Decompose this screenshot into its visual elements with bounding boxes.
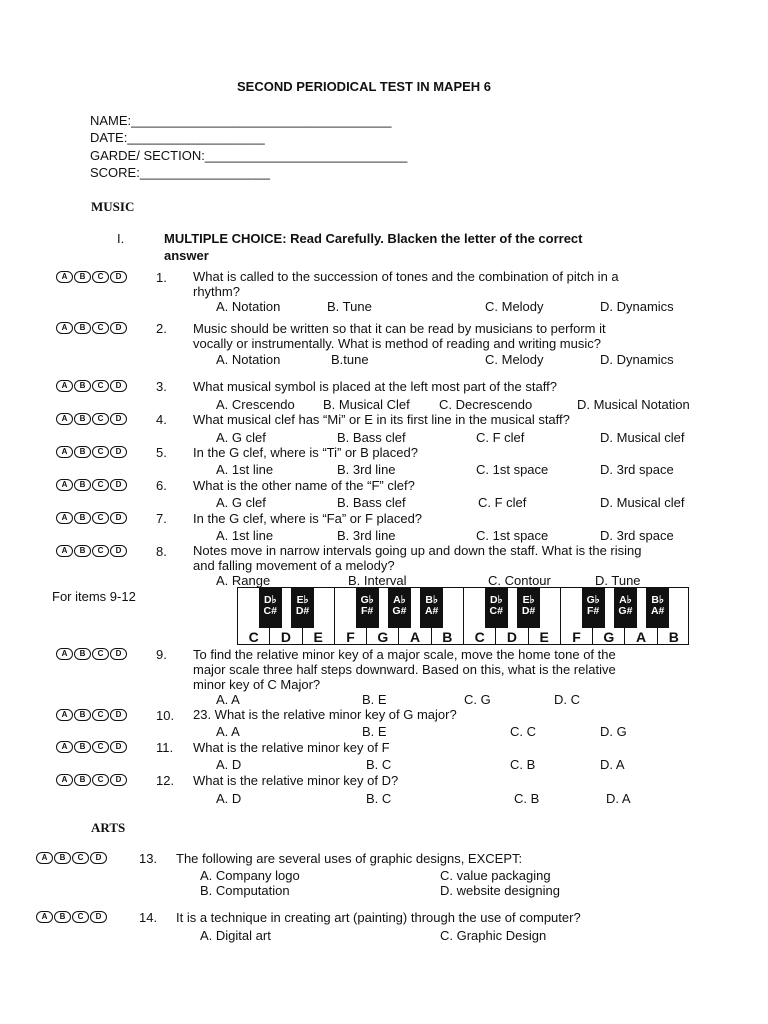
page-title: SECOND PERIODICAL TEST IN MAPEH 6 bbox=[237, 79, 492, 94]
answer-bubble-b[interactable]: B bbox=[74, 446, 91, 458]
answer-bubble-c[interactable]: C bbox=[92, 545, 109, 557]
answer-bubble-b[interactable]: B bbox=[74, 709, 91, 721]
black-key-sharp-label: A# bbox=[650, 605, 665, 617]
question-option: B. Bass clef bbox=[337, 430, 406, 445]
black-key-sharp-label: D# bbox=[521, 605, 536, 617]
grade-line: ____________________________ bbox=[204, 148, 408, 163]
answer-bubble-d[interactable]: D bbox=[110, 413, 127, 425]
question-text: vocally or instrumentally. What is method of reading and writing music? bbox=[193, 336, 601, 351]
question-option: D. A bbox=[606, 791, 631, 806]
black-key bbox=[356, 588, 379, 628]
answer-bubbles bbox=[56, 774, 127, 786]
answer-bubble-a[interactable]: A bbox=[56, 413, 73, 425]
question-option: C. 1st space bbox=[476, 528, 549, 543]
question-option: D. C bbox=[554, 692, 580, 707]
answer-bubble-a[interactable]: A bbox=[56, 545, 73, 557]
question-number: 14. bbox=[139, 910, 158, 925]
question-option: D. Musical clef bbox=[600, 495, 685, 510]
question-option: A. Notation bbox=[216, 352, 281, 367]
answer-bubble-d[interactable]: D bbox=[110, 446, 127, 458]
black-key bbox=[614, 588, 637, 628]
question-option: B. E bbox=[362, 692, 387, 707]
white-key-label: G bbox=[603, 629, 615, 645]
name-field[interactable] bbox=[90, 113, 391, 128]
question-text: The following are several uses of graphic designs, EXCEPT: bbox=[176, 851, 523, 866]
answer-bubbles bbox=[56, 322, 127, 334]
black-key bbox=[420, 588, 443, 628]
answer-bubble-c[interactable]: C bbox=[92, 741, 109, 753]
question-number: 10. bbox=[156, 708, 175, 723]
black-key-sharp-label: A# bbox=[424, 605, 439, 617]
answer-bubble-b[interactable]: B bbox=[74, 774, 91, 786]
date-line: ___________________ bbox=[127, 130, 265, 145]
answer-bubble-d[interactable]: D bbox=[110, 271, 127, 283]
question-option: C. G bbox=[464, 692, 491, 707]
answer-bubble-c[interactable]: C bbox=[92, 648, 109, 660]
question-option: C. Graphic Design bbox=[440, 928, 547, 943]
question-option: D. website designing bbox=[440, 883, 560, 898]
question-text: What is the relative minor key of D? bbox=[193, 773, 399, 788]
answer-bubble-d[interactable]: D bbox=[110, 774, 127, 786]
question-text: major scale three half steps downward. Based on this, what is the relative bbox=[193, 662, 616, 677]
question-option: B. C bbox=[366, 791, 392, 806]
answer-bubble-c[interactable]: C bbox=[92, 709, 109, 721]
white-key-label: E bbox=[539, 629, 549, 645]
white-key-label: B bbox=[668, 629, 679, 645]
question-option: B. Tune bbox=[327, 299, 372, 314]
question-text: rhythm? bbox=[193, 284, 240, 299]
question-option: A. G clef bbox=[216, 430, 266, 445]
answer-bubbles bbox=[56, 271, 127, 283]
question-option: D. Musical clef bbox=[600, 430, 685, 445]
question-option: C. C bbox=[510, 724, 536, 739]
question-number: 5. bbox=[156, 445, 167, 460]
black-key-sharp-label: D# bbox=[295, 605, 310, 617]
question-option: B. Musical Clef bbox=[323, 397, 410, 412]
black-key bbox=[517, 588, 540, 628]
white-key-label: F bbox=[346, 629, 355, 645]
white-key-label: D bbox=[506, 629, 517, 645]
black-key-flat-label: B♭ bbox=[425, 594, 438, 606]
question-option: D. Dynamics bbox=[600, 299, 674, 314]
answer-bubble-d[interactable]: D bbox=[110, 479, 127, 491]
part-heading-line1: MULTIPLE CHOICE: Read Carefully. Blacken the letter of the correct bbox=[164, 231, 583, 246]
question-option: C. F clef bbox=[478, 495, 527, 510]
question-option: D. Musical Notation bbox=[577, 397, 690, 412]
question-number: 11. bbox=[156, 740, 174, 755]
score-label: SCORE: bbox=[90, 165, 140, 180]
black-key bbox=[388, 588, 411, 628]
part-heading-line2: answer bbox=[164, 248, 209, 263]
black-key bbox=[582, 588, 605, 628]
question-option: B. 3rd line bbox=[337, 528, 396, 543]
question-text: What is the relative minor key of F bbox=[193, 740, 390, 755]
question-text: What is the other name of the “F” clef? bbox=[193, 478, 415, 493]
answer-bubble-b[interactable]: B bbox=[74, 741, 91, 753]
grade-label: GARDE/ SECTION: bbox=[90, 148, 205, 163]
answer-bubbles bbox=[56, 545, 127, 557]
answer-bubble-d[interactable]: D bbox=[110, 380, 127, 392]
question-option: D. 3rd space bbox=[600, 528, 674, 543]
question-option: C. B bbox=[514, 791, 540, 806]
answer-bubbles bbox=[56, 446, 127, 458]
answer-bubble-b[interactable]: B bbox=[74, 413, 91, 425]
question-option: A. D bbox=[216, 791, 242, 806]
question-text: Notes move in narrow intervals going up and down the staff. What is the rising bbox=[193, 543, 642, 558]
question-option: C. 1st space bbox=[476, 462, 549, 477]
answer-bubble-a[interactable]: A bbox=[56, 512, 73, 524]
answer-bubble-d[interactable]: D bbox=[110, 741, 127, 753]
black-key-flat-label: E♭ bbox=[296, 594, 309, 606]
question-number: 13. bbox=[139, 851, 158, 866]
answer-bubble-b[interactable]: B bbox=[54, 852, 71, 864]
question-option: B. Bass clef bbox=[337, 495, 406, 510]
question-text: What musical symbol is placed at the left most part of the staff? bbox=[193, 379, 557, 394]
answer-bubble-b[interactable]: B bbox=[74, 648, 91, 660]
question-option: A. G clef bbox=[216, 495, 266, 510]
white-key-label: A bbox=[636, 629, 647, 645]
question-text: 23. What is the relative minor key of G major? bbox=[193, 707, 457, 722]
question-number: 4. bbox=[156, 412, 167, 427]
answer-bubble-b[interactable]: B bbox=[74, 380, 91, 392]
answer-bubble-a[interactable]: A bbox=[56, 774, 73, 786]
question-option: D. Tune bbox=[595, 573, 641, 588]
answer-bubble-a[interactable]: A bbox=[56, 479, 73, 491]
question-option: C. Decrescendo bbox=[439, 397, 533, 412]
white-key-label: A bbox=[410, 629, 421, 645]
answer-bubble-b[interactable]: B bbox=[74, 512, 91, 524]
question-option: B. C bbox=[366, 757, 392, 772]
answer-bubble-a[interactable]: A bbox=[56, 648, 73, 660]
question-option: A. Range bbox=[216, 573, 271, 588]
answer-bubble-b[interactable]: B bbox=[74, 545, 91, 557]
answer-bubble-a[interactable]: A bbox=[56, 380, 73, 392]
black-key-flat-label: E♭ bbox=[522, 594, 535, 606]
question-option: C. Contour bbox=[488, 573, 551, 588]
answer-bubble-b[interactable]: B bbox=[74, 322, 91, 334]
question-option: B. 3rd line bbox=[337, 462, 396, 477]
black-key-flat-label: D♭ bbox=[264, 594, 277, 606]
answer-bubble-d[interactable]: D bbox=[110, 512, 127, 524]
question-option: B. E bbox=[362, 724, 387, 739]
section-music-heading: MUSIC bbox=[91, 199, 135, 214]
answer-bubble-a[interactable]: A bbox=[56, 709, 73, 721]
white-key-label: C bbox=[248, 629, 259, 645]
question-text: What musical clef has “Mi” or E in its first line in the musical staff? bbox=[193, 412, 570, 427]
black-key-flat-label: A♭ bbox=[619, 594, 632, 606]
grade-section-field[interactable] bbox=[90, 148, 407, 163]
question-option: A. 1st line bbox=[216, 462, 274, 477]
question-text: and falling movement of a melody? bbox=[193, 558, 395, 573]
black-key bbox=[646, 588, 669, 628]
question-option: C. Melody bbox=[485, 352, 544, 367]
black-key-sharp-label: F# bbox=[587, 605, 600, 617]
black-key-flat-label: B♭ bbox=[651, 594, 664, 606]
question-text: To find the relative minor key of a major scale, move the home tone of the bbox=[193, 647, 616, 662]
score-line: __________________ bbox=[139, 165, 270, 180]
black-key-sharp-label: C# bbox=[263, 605, 277, 617]
black-key-flat-label: G♭ bbox=[360, 594, 374, 606]
answer-bubble-c[interactable]: C bbox=[92, 512, 109, 524]
question-number: 9. bbox=[156, 647, 167, 662]
answer-bubble-c[interactable]: C bbox=[72, 911, 89, 923]
answer-bubble-c[interactable]: C bbox=[72, 852, 89, 864]
answer-bubble-a[interactable]: A bbox=[56, 446, 73, 458]
question-option: D. Dynamics bbox=[600, 352, 674, 367]
answer-bubble-a[interactable]: A bbox=[36, 911, 53, 923]
answer-bubbles bbox=[36, 852, 107, 864]
white-key-label: B bbox=[442, 629, 453, 645]
answer-bubble-c[interactable]: C bbox=[92, 322, 109, 334]
black-key bbox=[259, 588, 282, 628]
question-option: C. F clef bbox=[476, 430, 525, 445]
white-key-label: G bbox=[377, 629, 389, 645]
question-number: 2. bbox=[156, 321, 167, 336]
question-number: 3. bbox=[156, 379, 167, 394]
answer-bubble-d[interactable]: D bbox=[90, 852, 107, 864]
answer-bubble-c[interactable]: C bbox=[92, 413, 109, 425]
question-option: B. Interval bbox=[348, 573, 407, 588]
question-option: A. 1st line bbox=[216, 528, 274, 543]
name-label: NAME: bbox=[90, 113, 132, 128]
piano-keyboard-diagram bbox=[237, 587, 689, 645]
question-text: minor key of C Major? bbox=[193, 677, 321, 692]
date-label: DATE: bbox=[90, 130, 128, 145]
answer-bubble-d[interactable]: D bbox=[110, 322, 127, 334]
question-text: In the G clef, where is “Fa” or F placed? bbox=[193, 511, 423, 526]
part-roman: I. bbox=[117, 231, 125, 246]
question-number: 6. bbox=[156, 478, 167, 493]
answer-bubble-a[interactable]: A bbox=[56, 741, 73, 753]
answer-bubble-c[interactable]: C bbox=[92, 774, 109, 786]
answer-bubbles bbox=[56, 648, 127, 660]
question-number: 12. bbox=[156, 773, 175, 788]
answer-bubble-d[interactable]: D bbox=[90, 911, 107, 923]
answer-bubbles bbox=[56, 512, 127, 524]
answer-bubbles bbox=[56, 413, 127, 425]
white-key-label: D bbox=[280, 629, 291, 645]
question-number: 8. bbox=[156, 544, 167, 559]
answer-bubbles bbox=[56, 741, 127, 753]
white-key-label: F bbox=[572, 629, 581, 645]
question-option: A. A bbox=[216, 692, 240, 707]
answer-bubble-a[interactable]: A bbox=[56, 322, 73, 334]
answer-bubble-d[interactable]: D bbox=[110, 648, 127, 660]
answer-bubble-a[interactable]: A bbox=[36, 852, 53, 864]
question-text: Music should be written so that it can be read by musicians to perform it bbox=[193, 321, 606, 336]
answer-bubble-d[interactable]: D bbox=[110, 545, 127, 557]
question-option: C. value packaging bbox=[440, 868, 551, 883]
question-option: A. A bbox=[216, 724, 240, 739]
question-option: A. D bbox=[216, 757, 242, 772]
answer-bubbles bbox=[56, 709, 127, 721]
question-text: What is called to the succession of tones and the combination of pitch in a bbox=[193, 269, 619, 284]
white-key-label: C bbox=[474, 629, 485, 645]
answer-bubble-d[interactable]: D bbox=[110, 709, 127, 721]
question-option: D. A bbox=[600, 757, 625, 772]
answer-bubbles bbox=[36, 911, 107, 923]
black-key bbox=[485, 588, 508, 628]
question-text: It is a technique in creating art (painting) through the use of computer? bbox=[176, 910, 581, 925]
question-option: D. G bbox=[600, 724, 627, 739]
answer-bubbles bbox=[56, 380, 127, 392]
answer-bubble-c[interactable]: C bbox=[92, 380, 109, 392]
black-key-sharp-label: G# bbox=[392, 605, 407, 617]
black-key bbox=[291, 588, 314, 628]
answer-bubble-c[interactable]: C bbox=[92, 446, 109, 458]
question-option: C. B bbox=[510, 757, 536, 772]
black-key-sharp-label: C# bbox=[489, 605, 503, 617]
black-key-flat-label: A♭ bbox=[393, 594, 406, 606]
name-line: ____________________________________ bbox=[131, 113, 392, 128]
black-key-flat-label: D♭ bbox=[490, 594, 503, 606]
for-items-label: For items 9-12 bbox=[52, 589, 136, 604]
question-option: A. Company logo bbox=[200, 868, 300, 883]
question-text: In the G clef, where is “Ti” or B placed? bbox=[193, 445, 418, 460]
answer-bubble-c[interactable]: C bbox=[92, 479, 109, 491]
black-key-sharp-label: F# bbox=[361, 605, 374, 617]
question-option: A. Digital art bbox=[200, 928, 271, 943]
date-field[interactable] bbox=[90, 130, 265, 145]
answer-bubble-c[interactable]: C bbox=[92, 271, 109, 283]
answer-bubble-b[interactable]: B bbox=[74, 479, 91, 491]
question-option: C. Melody bbox=[485, 299, 544, 314]
question-option: A. Notation bbox=[216, 299, 281, 314]
black-key-sharp-label: G# bbox=[618, 605, 633, 617]
question-option: D. 3rd space bbox=[600, 462, 674, 477]
answer-bubbles bbox=[56, 479, 127, 491]
question-option: B.tune bbox=[331, 352, 369, 367]
question-number: 7. bbox=[156, 511, 167, 526]
question-option: A. Crescendo bbox=[216, 397, 295, 412]
question-number: 1. bbox=[156, 270, 167, 285]
answer-bubble-b[interactable]: B bbox=[54, 911, 71, 923]
black-key-flat-label: G♭ bbox=[586, 594, 600, 606]
answer-bubble-a[interactable]: A bbox=[56, 271, 73, 283]
answer-bubble-b[interactable]: B bbox=[74, 271, 91, 283]
question-option: B. Computation bbox=[200, 883, 290, 898]
section-arts-heading: ARTS bbox=[91, 820, 126, 835]
white-key-label: E bbox=[313, 629, 323, 645]
score-field[interactable] bbox=[90, 165, 270, 180]
